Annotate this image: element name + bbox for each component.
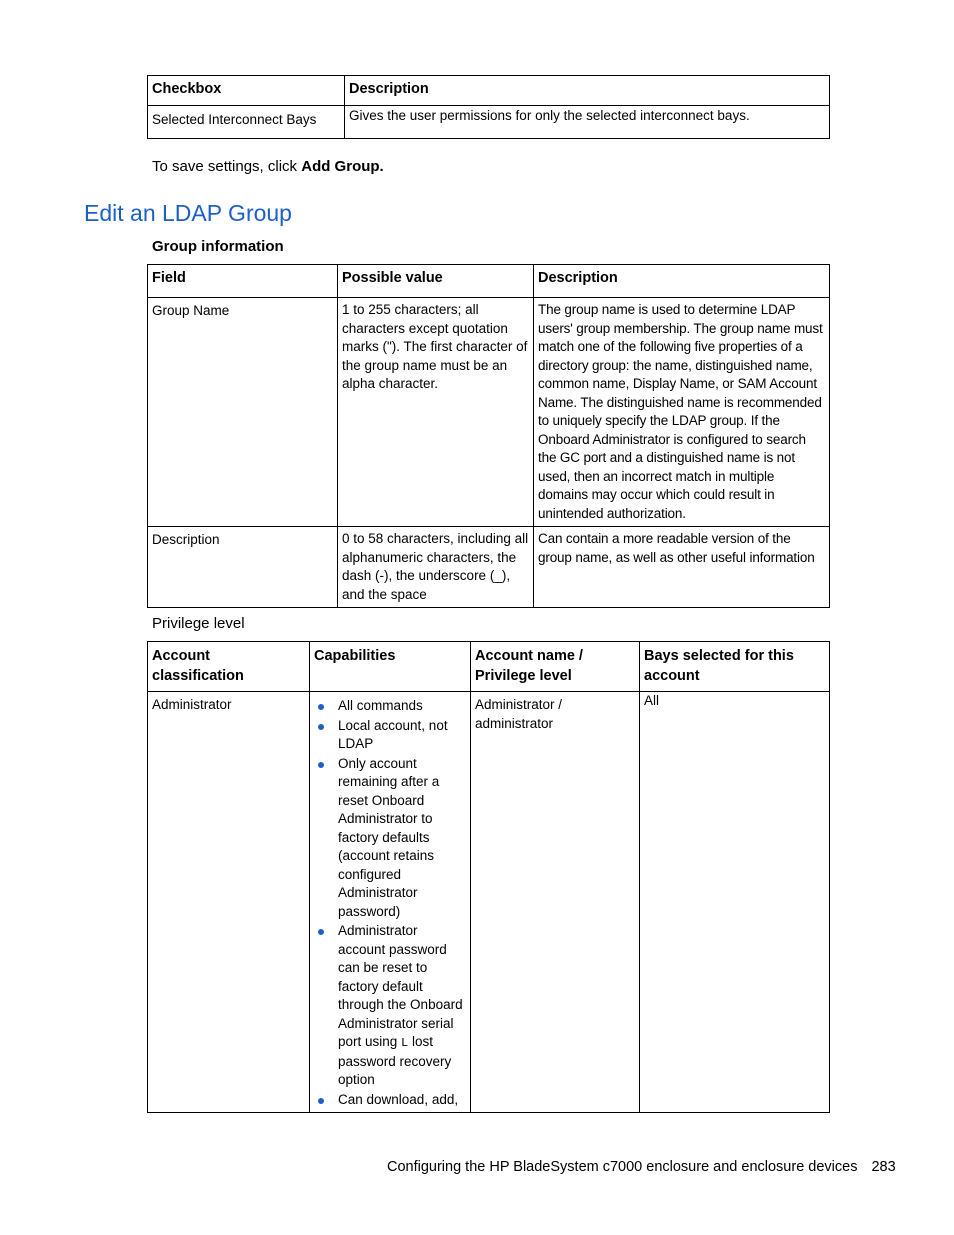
list-item: Local account, not LDAP [314,717,466,754]
table-cell: Administrator / administrator [471,692,640,1113]
column-header: Description [345,76,830,106]
group-info-table [147,264,830,608]
column-header: Account classification [148,642,310,692]
footer-text: Configuring the HP BladeSystem c7000 enclosure and enclosure devices [387,1159,858,1175]
table-row [148,105,830,138]
table-header-row [148,642,830,692]
table-header-row [148,265,830,298]
table-cell: Administrator [148,692,310,1113]
column-header: Capabilities [310,642,471,692]
table-cell: 1 to 255 characters; all characters except quotation marks ("). The first character of the group name must be an alpha character. [338,298,534,527]
table-cell: Selected Interconnect Bays [148,105,345,138]
table-cell: Group Name [148,298,338,527]
list-item: Can download, add, [314,1091,466,1110]
table-cell: Description [148,527,338,608]
table-cell: The group name is used to determine LDAP users' group membership. The group name must match one of the following five properties of a directory group: the name, distinguished name, common name, Display Name, or SAM Account Name. The distinguished name is recommended to uniquely specify the LDAP group. If the Onboard Administrator is configured to search the GC port and a distinguished name is not used, then an incorrect match in multiple domains may occur which could result in unintended authorization. [534,298,830,527]
column-header: Possible value [338,265,534,298]
page-number: 283 [871,1159,896,1175]
table-cell: All [640,692,830,1113]
cap-text: lost password recovery option [338,1034,452,1087]
column-header: Field [148,265,338,298]
capabilities-cell [310,692,471,1113]
page-footer [387,1158,896,1176]
column-header: Description [534,265,830,298]
save-note [152,157,384,177]
checkbox-table [147,75,830,139]
cap-text: Administrator account password can be reset to factory default through the Onboard Administrator serial port using [338,923,463,1049]
privilege-table [147,641,830,1113]
table-header-row [148,76,830,106]
column-header: Checkbox [148,76,345,106]
table-row [148,692,830,1113]
section-title: Edit an LDAP Group [84,200,292,226]
table-cell: Can contain a more readable version of the group name, as well as other useful information [534,527,830,608]
table-cell: Gives the user permissions for only the selected interconnect bays. [345,105,830,138]
list-item [314,922,466,1090]
table-cell: 0 to 58 characters, including all alphanumeric characters, the dash (-), the underscore (_), and the space [338,527,534,608]
group-info-heading: Group information [152,238,284,255]
save-note-prefix: To save settings, click [152,158,302,175]
privilege-heading: Privilege level [152,615,245,632]
table-row [148,527,830,608]
column-header: Account name / Privilege level [471,642,640,692]
list-item: All commands [314,697,466,716]
table-row [148,298,830,527]
save-note-action: Add Group. [301,158,384,175]
cap-code: L [401,1036,409,1050]
list-item: Only account remaining after a reset Onboard Administrator to factory defaults (account retains configured Administrator password) [314,755,466,922]
column-header: Bays selected for this account [640,642,830,692]
capabilities-list [314,697,466,1109]
